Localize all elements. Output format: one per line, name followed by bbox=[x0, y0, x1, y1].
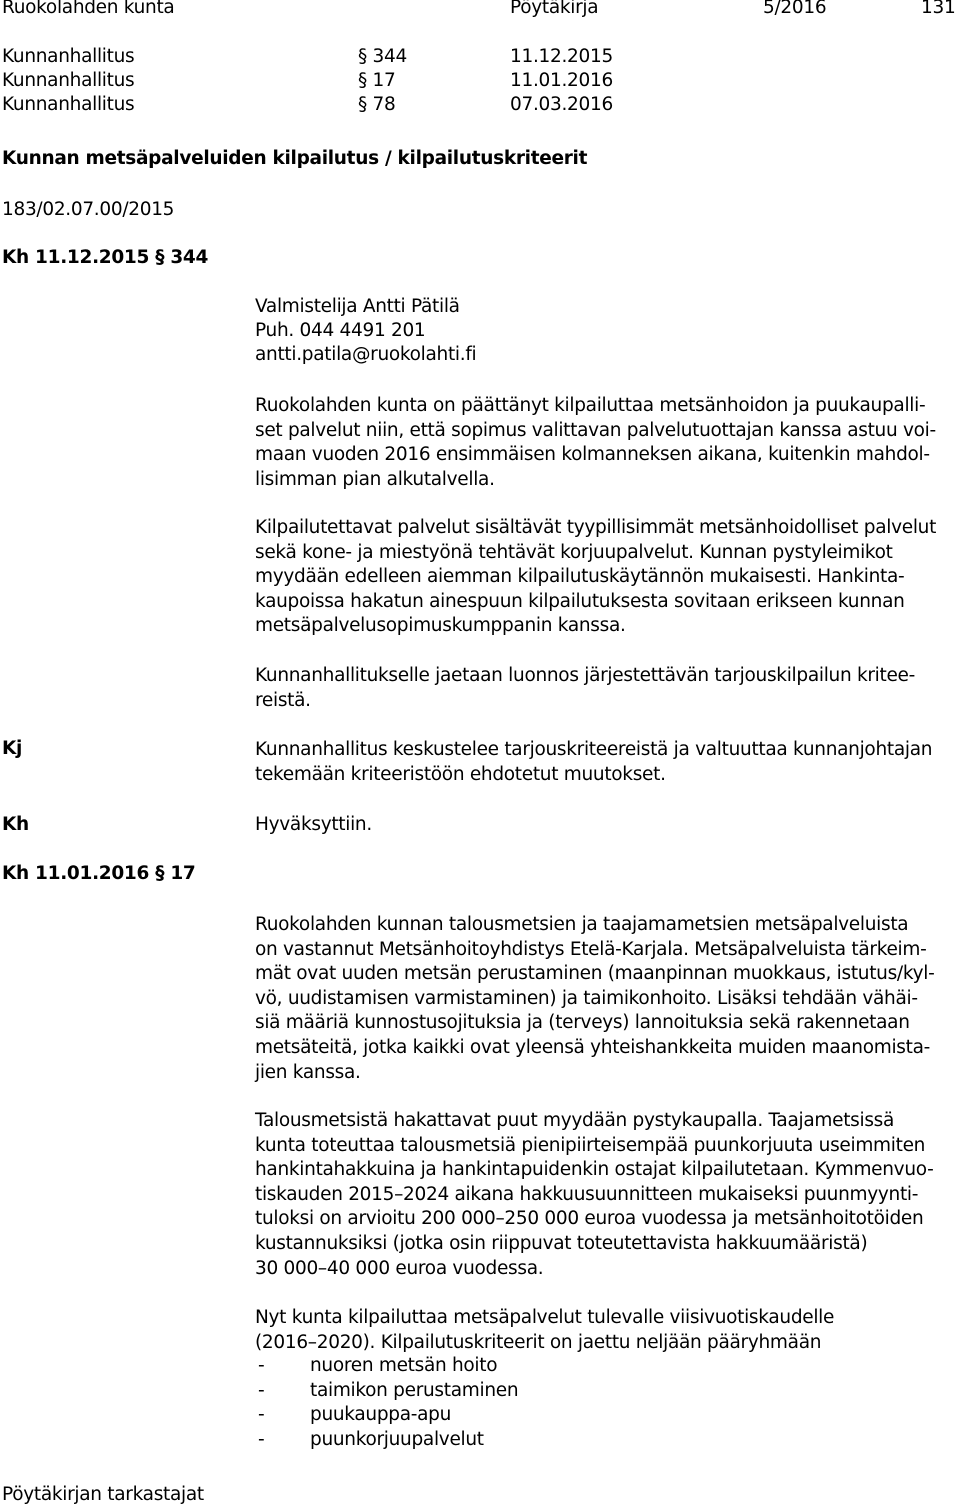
meeting2-heading: Kh 11.01.2016 § 17 bbox=[2, 863, 196, 884]
text-line: Ruokolahden kunnan talousmetsien ja taajamametsien metsäpalveluista bbox=[255, 914, 909, 935]
text-line: tiskauden 2015–2024 aikana hakkuusuunnitteen mukaiseksi puunmyynti- bbox=[255, 1183, 919, 1205]
history-body: Kunnanhallitus bbox=[2, 46, 135, 67]
text-line: Ruokolahden kunta on päättänyt kilpailuttaa metsänhoidon ja puukaupalli- bbox=[255, 395, 926, 416]
text-line: hankintahakkuina ja hankintapuidenkin ostajat kilpailutetaan. Kymmenvuo- bbox=[255, 1159, 934, 1181]
text-line: maan vuoden 2016 ensimmäisen kolmanneksen aikana, kuitenkin mahdol- bbox=[255, 444, 930, 466]
text-line: on vastannut Metsänhoitoyhdistys Etelä-Karjala. Metsäpalveluista tärkeim- bbox=[255, 938, 927, 960]
text-line: sekä kone- ja miestyönä tehtävät korjuupalvelut. Kunnan pystyleimikot bbox=[255, 541, 893, 563]
meeting2-paragraph-3 bbox=[255, 1306, 960, 1355]
text-line: metsäpalvelusopimuskumppanin kanssa. bbox=[255, 615, 626, 637]
history-section: § 78 bbox=[358, 94, 396, 115]
decision-label: Kh bbox=[2, 814, 29, 835]
meeting2-paragraph-1 bbox=[255, 913, 960, 1085]
text-line: metsäteitä, jotka kaikki ovat yleensä yhteishankkeita muiden maanomista- bbox=[255, 1036, 931, 1058]
preparer-name: Valmistelija Antti Pätilä bbox=[255, 296, 460, 317]
text-line: myydään edelleen aiemman kilpailutuskäytännön mukaisesti. Hankinta- bbox=[255, 566, 905, 588]
meeting2-paragraph-2 bbox=[255, 1109, 960, 1281]
text-line: Kunnanhallitus keskustelee tarjouskriteereistä ja valtuuttaa kunnanjohtajan bbox=[255, 739, 933, 760]
header-doc-type: Pöytäkirja bbox=[510, 0, 599, 18]
record-number: 183/02.07.00/2015 bbox=[2, 199, 175, 220]
history-body: Kunnanhallitus bbox=[2, 94, 135, 115]
text-line: Kunnanhallitukselle jaetaan luonnos järjestettävän tarjouskilpailun kritee- bbox=[255, 665, 916, 686]
proposal-label: Kj bbox=[2, 738, 23, 759]
proposal-text bbox=[255, 738, 960, 787]
preparer-phone: Puh. 044 4491 201 bbox=[255, 320, 426, 341]
list-item: - nuoren metsän hoito bbox=[258, 1355, 498, 1376]
meeting1-paragraph-3 bbox=[255, 664, 960, 713]
text-line: siä määriä kunnostusojituksia ja (terveys) lannoituksia sekä rakennetaan bbox=[255, 1012, 910, 1034]
text-line: tuloksi on arvioitu 200 000–250 000 euroa vuodessa ja metsänhoitotöiden bbox=[255, 1208, 924, 1230]
text-line: (2016–2020). Kilpailutuskriteerit on jaettu neljään pääryhmään bbox=[255, 1331, 822, 1353]
footer-label: Pöytäkirjan tarkastajat bbox=[2, 1484, 204, 1505]
history-date: 11.01.2016 bbox=[510, 70, 613, 91]
text-line: set palvelut niin, että sopimus valittavan palvelutuottajan kanssa astuu voi- bbox=[255, 419, 936, 441]
history-date: 07.03.2016 bbox=[510, 94, 613, 115]
text-line: Kilpailutettavat palvelut sisältävät tyypillisimmät metsänhoidolliset palvelut bbox=[255, 517, 937, 538]
meeting1-heading: Kh 11.12.2015 § 344 bbox=[2, 247, 209, 268]
text-line: tekemään kriteeristöön ehdotetut muutokset. bbox=[255, 763, 666, 785]
text-line: kaupoissa hakatun ainespuun kilpailutuksesta sovitaan erikseen kunnan bbox=[255, 590, 905, 612]
document-title: Kunnan metsäpalveluiden kilpailutus / kilpailutuskriteerit bbox=[2, 148, 588, 169]
history-body: Kunnanhallitus bbox=[2, 70, 135, 91]
preparer-email: antti.patila@ruokolahti.fi bbox=[255, 344, 477, 365]
text-line: Nyt kunta kilpailuttaa metsäpalvelut tulevalle viisivuotiskaudelle bbox=[255, 1307, 835, 1328]
list-item: - taimikon perustaminen bbox=[258, 1380, 519, 1401]
meeting1-paragraph-1 bbox=[255, 394, 960, 492]
text-line: mät ovat uuden metsän perustaminen (maanpinnan muokkaus, istutus/kyl- bbox=[255, 963, 935, 985]
text-line: kustannuksiksi (jotka osin riippuvat toteutettavista hakkuumääristä) bbox=[255, 1232, 868, 1254]
header-issue: 5/2016 bbox=[763, 0, 827, 18]
header-municipality: Ruokolahden kunta bbox=[2, 0, 175, 18]
list-item: - puunkorjuupalvelut bbox=[258, 1429, 484, 1450]
text-line: jien kanssa. bbox=[255, 1061, 361, 1083]
decision-text: Hyväksyttiin. bbox=[255, 814, 372, 835]
text-line: Talousmetsistä hakattavat puut myydään pystykaupalla. Taajametsissä bbox=[255, 1110, 895, 1131]
text-line: kunta toteuttaa talousmetsiä pienipiirteisempää puunkorjuuta useimmiten bbox=[255, 1134, 926, 1156]
text-line: vö, uudistamisen varmistaminen) ja taimikonhoito. Lisäksi tehdään vähäi- bbox=[255, 987, 918, 1009]
history-date: 11.12.2015 bbox=[510, 46, 613, 67]
list-item: - puukauppa-apu bbox=[258, 1404, 452, 1425]
header-page-number: 131 bbox=[921, 0, 956, 18]
history-section: § 344 bbox=[358, 46, 407, 67]
text-line: 30 000–40 000 euroa vuodessa. bbox=[255, 1257, 544, 1279]
text-line: lisimman pian alkutalvella. bbox=[255, 468, 495, 490]
meeting1-paragraph-2 bbox=[255, 516, 960, 639]
text-line: reistä. bbox=[255, 689, 311, 711]
history-section: § 17 bbox=[358, 70, 396, 91]
